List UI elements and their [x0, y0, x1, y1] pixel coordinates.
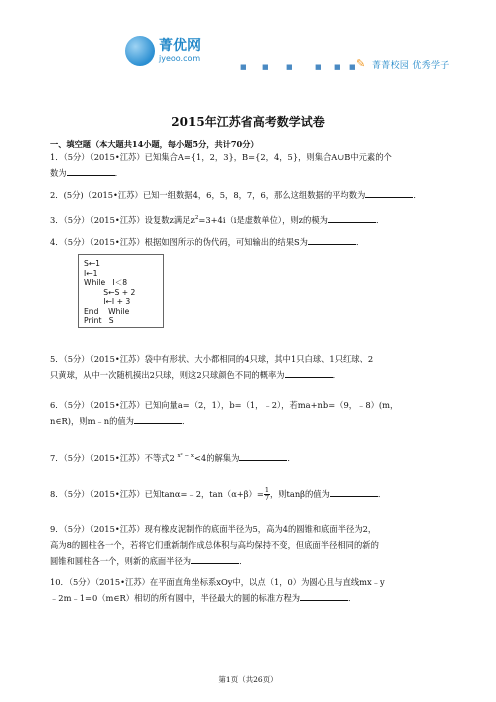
answer-blank[interactable]	[191, 554, 239, 564]
decor-dot: ■	[286, 63, 293, 71]
answer-blank[interactable]	[67, 166, 115, 176]
question-6: 6．（5分）（2015•江苏）已知向量a=（2，1），b=（1，﹣2），若ma+nb=（9，﹣8）(m， n∈R)，则m﹣n的值为 ．	[50, 397, 446, 429]
answer-blank[interactable]	[328, 213, 376, 223]
question-text: 6．（5分）（2015•江苏）已知向量a=（2，1），b=（1，﹣2），若ma+nb=（9，﹣8）(m，	[50, 400, 399, 410]
question-text: <4的解集为	[193, 452, 240, 463]
question-text: 8．（5分）（2015•江苏）已知tanα=﹣2，tan（α+β）=	[50, 489, 264, 499]
answer-blank[interactable]	[365, 188, 413, 198]
code-line: S←S + 2	[84, 287, 136, 297]
question-7: 7．（5分）（2015•江苏）不等式2 $^{x^2 - x}$<4的解集为 ．	[50, 452, 296, 463]
code-line: While I＜8	[84, 278, 128, 287]
book-icon: ✎	[356, 57, 366, 70]
code-line: I←1	[84, 268, 98, 278]
pseudocode-box	[78, 254, 164, 328]
site-logo[interactable]	[125, 34, 235, 74]
question-text: 9．（5分）（2015•江苏）现有橡皮泥制作的底面半径为5，高为4的圆锥和底面半径为2，	[50, 524, 377, 534]
code-line: S←1	[84, 259, 101, 268]
code-line: I←I + 3	[84, 297, 131, 306]
page-header	[0, 0, 496, 80]
answer-blank[interactable]	[308, 235, 356, 245]
answer-blank[interactable]	[300, 591, 348, 601]
question-text: 高为8的圆柱各一个，若将它们重新制作成总体积与高均保持不变，但底面半径相同的新的	[50, 540, 379, 550]
question-text: 圆锥和圆柱各一个，则新的底面半径为	[50, 556, 192, 566]
page-number: 第1页（共26页）	[218, 675, 278, 684]
question-8: 8．（5分）（2015•江苏）已知tanα=﹣2，tan（α+β）= $\frac{1}{7}$，则tanβ的值为 ．	[50, 486, 387, 502]
fraction: $\frac{1}{7}$	[264, 486, 269, 502]
question-5: 5．（5分）（2015•江苏）袋中有形状、大小都相同的4只球，其中1只白球、1只红球、2 只黄球，从中一次随机摸出2只球，则这2只球颜色不同的概率为 ．	[50, 351, 446, 383]
logo-domain: jyeoo.com	[159, 54, 201, 63]
question-text: 10．（5分）（2015•江苏）在平面直角坐标系xOy中，以点（1，0）为圆心且与直线mx﹣y	[50, 577, 385, 587]
page-title: 2015年江苏省高考数学试卷	[171, 115, 325, 129]
logo-icon	[125, 36, 155, 66]
question-10: 10．（5分）（2015•江苏）在平面直角坐标系xOy中，以点（1，0）为圆心且与直线mx﹣y ﹣2m﹣1=0（m∈R）相切的所有圆中，半径最大的圆的标准方程为 ．	[50, 574, 446, 606]
question-text: 数为	[50, 168, 67, 178]
question-text: 1．（5分）（2015•江苏）已知集合A={1，2，3}，B={2，4，5}，则集合A∪B中元素的个	[50, 152, 392, 162]
question-text: n∈R)，则m﹣n的值为	[50, 416, 134, 426]
question-9: 9．（5分）（2015•江苏）现有橡皮泥制作的底面半径为5，高为4的圆锥和底面半径为2， 高为8的圆柱各一个，若将它们重新制作成总体积与高均保持不变，但底面半径相同的新的 圆锥和圆柱各一个，则新的底面半径为 ．	[50, 521, 446, 569]
question-text: 只黄球，从中一次随机摸出2只球，则这2只球颜色不同的概率为	[50, 370, 285, 380]
decor-dot: ■	[349, 63, 356, 71]
code-line: Print S	[84, 316, 114, 325]
exponent: x² − x	[177, 453, 194, 459]
question-text: 3．（5分）（2015•江苏）设复数z满足z	[50, 214, 195, 225]
question-text: 7．（5分）（2015•江苏）不等式2	[50, 452, 175, 463]
question-text: 5．（5分）（2015•江苏）袋中有形状、大小都相同的4只球，其中1只白球、1只红球、2	[50, 354, 374, 364]
answer-blank[interactable]	[285, 368, 333, 378]
question-1: 1．（5分）（2015•江苏）已知集合A={1，2，3}，B={2，4，5}，则集合A∪B中元素的个 数为 ．	[50, 149, 446, 181]
question-text: 4．（5分）（2015•江苏）根据如图所示的伪代码，可知输出的结果S为	[50, 237, 308, 247]
question-text: ，则tanβ的值为	[269, 489, 330, 499]
section-heading: 一、填空题（本大题共14小题，每小题5分，共计70分）	[50, 139, 259, 149]
question-text: 2．(5分)（2015•江苏）已知一组数据4，6，5，8，7，6，那么这组数据的平均数为	[50, 190, 366, 200]
code-line: End While	[84, 306, 130, 316]
question-4: 4．（5分）（2015•江苏）根据如图所示的伪代码，可知输出的结果S为 ．	[50, 237, 365, 247]
answer-blank[interactable]	[239, 451, 287, 461]
logo-text: 菁优网	[159, 38, 201, 54]
decor-dot: ■	[262, 63, 269, 71]
decor-dot: ■	[315, 63, 322, 71]
question-2: 2．(5分)（2015•江苏）已知一组数据4，6，5，8，7，6，那么这组数据的平均数为 ．	[50, 190, 422, 200]
decor-dot: ■	[240, 63, 247, 71]
decor-dot: ■	[334, 63, 341, 71]
answer-blank[interactable]	[330, 487, 378, 497]
question-text: ﹣2m﹣1=0（m∈R）相切的所有圆中，半径最大的圆的标准方程为	[50, 593, 301, 603]
answer-blank[interactable]	[134, 414, 182, 424]
question-text: =3+4i（i是虚数单位），则z的模为	[198, 214, 328, 225]
question-3: 3．（5分）（2015•江苏）设复数z满足$z^2=3+4i(i$是虚数单位），则z的模为 ．	[50, 214, 385, 225]
header-slogan: 菁菁校园 优秀学子	[372, 61, 450, 71]
exponent: 2	[194, 215, 199, 221]
